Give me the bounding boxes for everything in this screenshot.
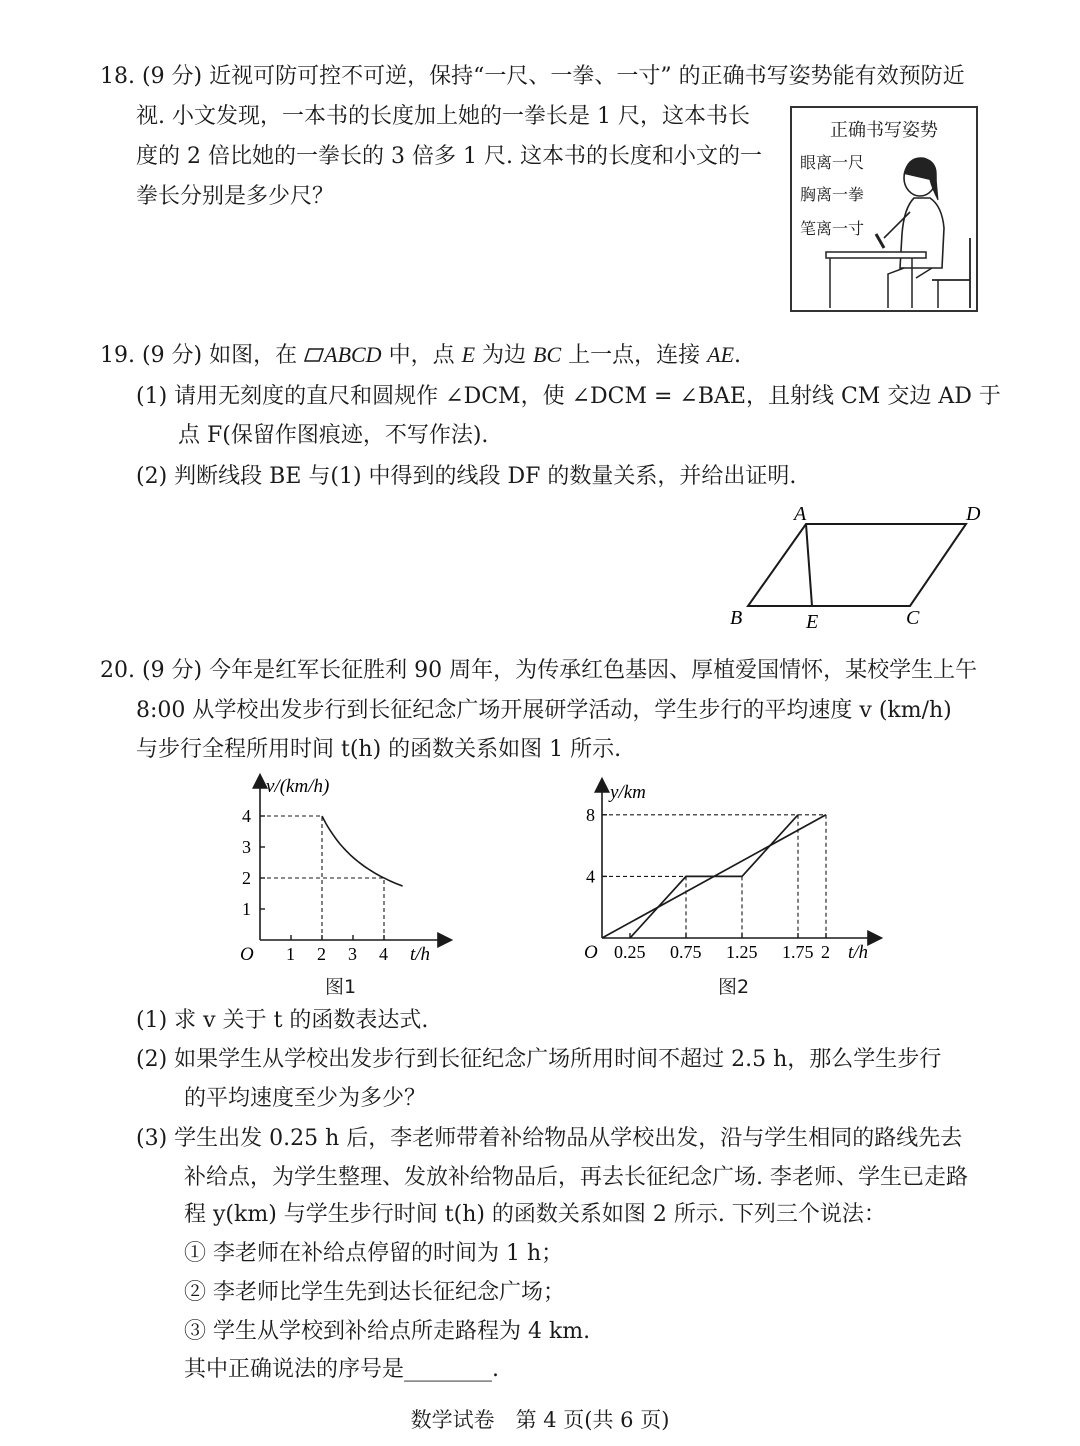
q19-heading: 19. (9 分) 如图，在 ABCD 中，点 E 为边 BC 上一点，连接 AE. [100, 342, 742, 368]
fig1-xtick-label: 1 [286, 944, 295, 964]
q20-line-1: 20. (9 分) 今年是红军长征胜利 90 周年，为传承红色基因、厚植爱国情怀，某校学生上午 [100, 658, 978, 683]
parallelogram-figure [726, 500, 986, 634]
fig1-y-label: v/(km/h) [266, 776, 330, 797]
q20-answer-blank: 其中正确说法的序号是________. [184, 1357, 499, 1382]
fig2-xtick-label: 2 [821, 942, 830, 962]
q20-part-3-line-3: 程 y(km) 与学生步行时间 t(h) 的函数关系如图 2 所示. 下列三个说法： [184, 1202, 886, 1227]
fig2-xtick-label: 0.75 [670, 942, 702, 962]
label-a: A [794, 503, 807, 525]
label-d: D [966, 503, 981, 525]
fig1-x-label: t/h [410, 944, 431, 965]
q18-line-1: 18. (9 分) 近视可防可控不可逆，保持“一尺、一拳、一寸” 的正确书写姿势能有效预防近 [100, 64, 965, 89]
q20-statement-3: ③ 学生从学校到补给点所走路程为 4 km. [184, 1319, 591, 1344]
posture-title: 正确书写姿势 [830, 120, 938, 141]
page-footer: 数学试卷 第 4 页(共 6 页) [410, 1408, 670, 1432]
q20-statement-1: ① 李老师在补给点停留的时间为 1 h； [184, 1241, 564, 1266]
fig1-xtick-label: 2 [317, 944, 326, 964]
posture-note-eye: 眼离一尺 [800, 153, 865, 172]
fig2-ytick-label: 4 [586, 866, 595, 887]
figure-1-chart [230, 772, 460, 972]
student-writing-illustration [792, 108, 976, 310]
fig2-xtick-label: 1.25 [726, 942, 758, 962]
q19-part-1-line-2: 点 F(保留作图痕迹，不写作法). [178, 423, 489, 448]
fig2-ytick-label: 8 [586, 804, 595, 825]
q19-part-2: (2) 判断线段 BE 与(1) 中得到的线段 DF 的数量关系，并给出证明. [136, 464, 797, 489]
q18-line-2: 视. 小文发现，一本书的长度加上她的一拳长是 1 尺，这本书长 [136, 104, 750, 129]
fig2-xtick-label: 0.25 [614, 942, 646, 962]
label-b: B [730, 607, 743, 629]
q20-part-3-line-1: (3) 学生出发 0.25 h 后，李老师带着补给物品从学校出发，沿与学生相同的路线先去 [136, 1126, 963, 1151]
q20-statement-2: ② 李老师比学生先到达长征纪念广场； [184, 1280, 565, 1305]
figure-2-caption: 图2 [718, 976, 750, 998]
q19-part-1-line-1: (1) 请用无刻度的直尺和圆规作 ∠DCM，使 ∠DCM = ∠BAE，且射线 CM 交边 AD 于 [136, 384, 1001, 409]
fig1-ytick-label: 1 [242, 899, 251, 919]
segment-ae [806, 524, 812, 606]
parallelogram-symbol [304, 342, 324, 356]
fig1-ytick-label: 4 [242, 806, 251, 826]
fig1-origin: O [240, 944, 254, 965]
figure-1-caption: 图1 [325, 976, 357, 998]
fig2-y-label: y/km [610, 782, 646, 803]
fig1-xtick-label: 3 [348, 944, 357, 964]
q18-line-4: 拳长分别是多少尺？ [136, 184, 335, 209]
figure-2-chart [578, 772, 888, 972]
fig2-teacher-line [630, 815, 798, 938]
fig2-xtick-label: 1.75 [782, 942, 814, 962]
q20-part-2-line-1: (2) 如果学生从学校出发步行到长征纪念广场所用时间不超过 2.5 h，那么学生步行 [136, 1047, 942, 1072]
writing-posture-figure [790, 106, 978, 312]
q20-line-2: 8:00 从学校出发步行到长征纪念广场开展研学活动，学生步行的平均速度 v (km/h) [136, 698, 952, 723]
fig2-x-label: t/h [848, 942, 869, 963]
q18-line-3: 度的 2 倍比她的一拳长的 3 倍多 1 尺. 这本书的长度和小文的一 [136, 144, 762, 169]
label-c: C [906, 607, 920, 629]
fig1-xtick-label: 4 [379, 944, 388, 964]
fig1-curve [322, 816, 403, 886]
q20-line-3: 与步行全程所用时间 t(h) 的函数关系如图 1 所示. [136, 737, 622, 762]
q20-part-3-line-2: 补给点，为学生整理、发放补给物品后，再去长征纪念广场. 李老师、学生已走路 [184, 1165, 968, 1190]
fig1-ytick-label: 2 [242, 868, 251, 888]
fig1-ytick-label: 3 [242, 837, 251, 857]
label-e: E [806, 611, 819, 633]
q20-part-1: (1) 求 v 关于 t 的函数表达式. [136, 1008, 429, 1033]
parallelogram-abcd [748, 524, 966, 606]
fig2-origin: O [584, 942, 598, 963]
posture-note-chest: 胸离一拳 [800, 185, 865, 204]
q20-part-2-line-2: 的平均速度至少为多少？ [184, 1086, 427, 1111]
posture-note-pen: 笔离一寸 [800, 219, 865, 238]
